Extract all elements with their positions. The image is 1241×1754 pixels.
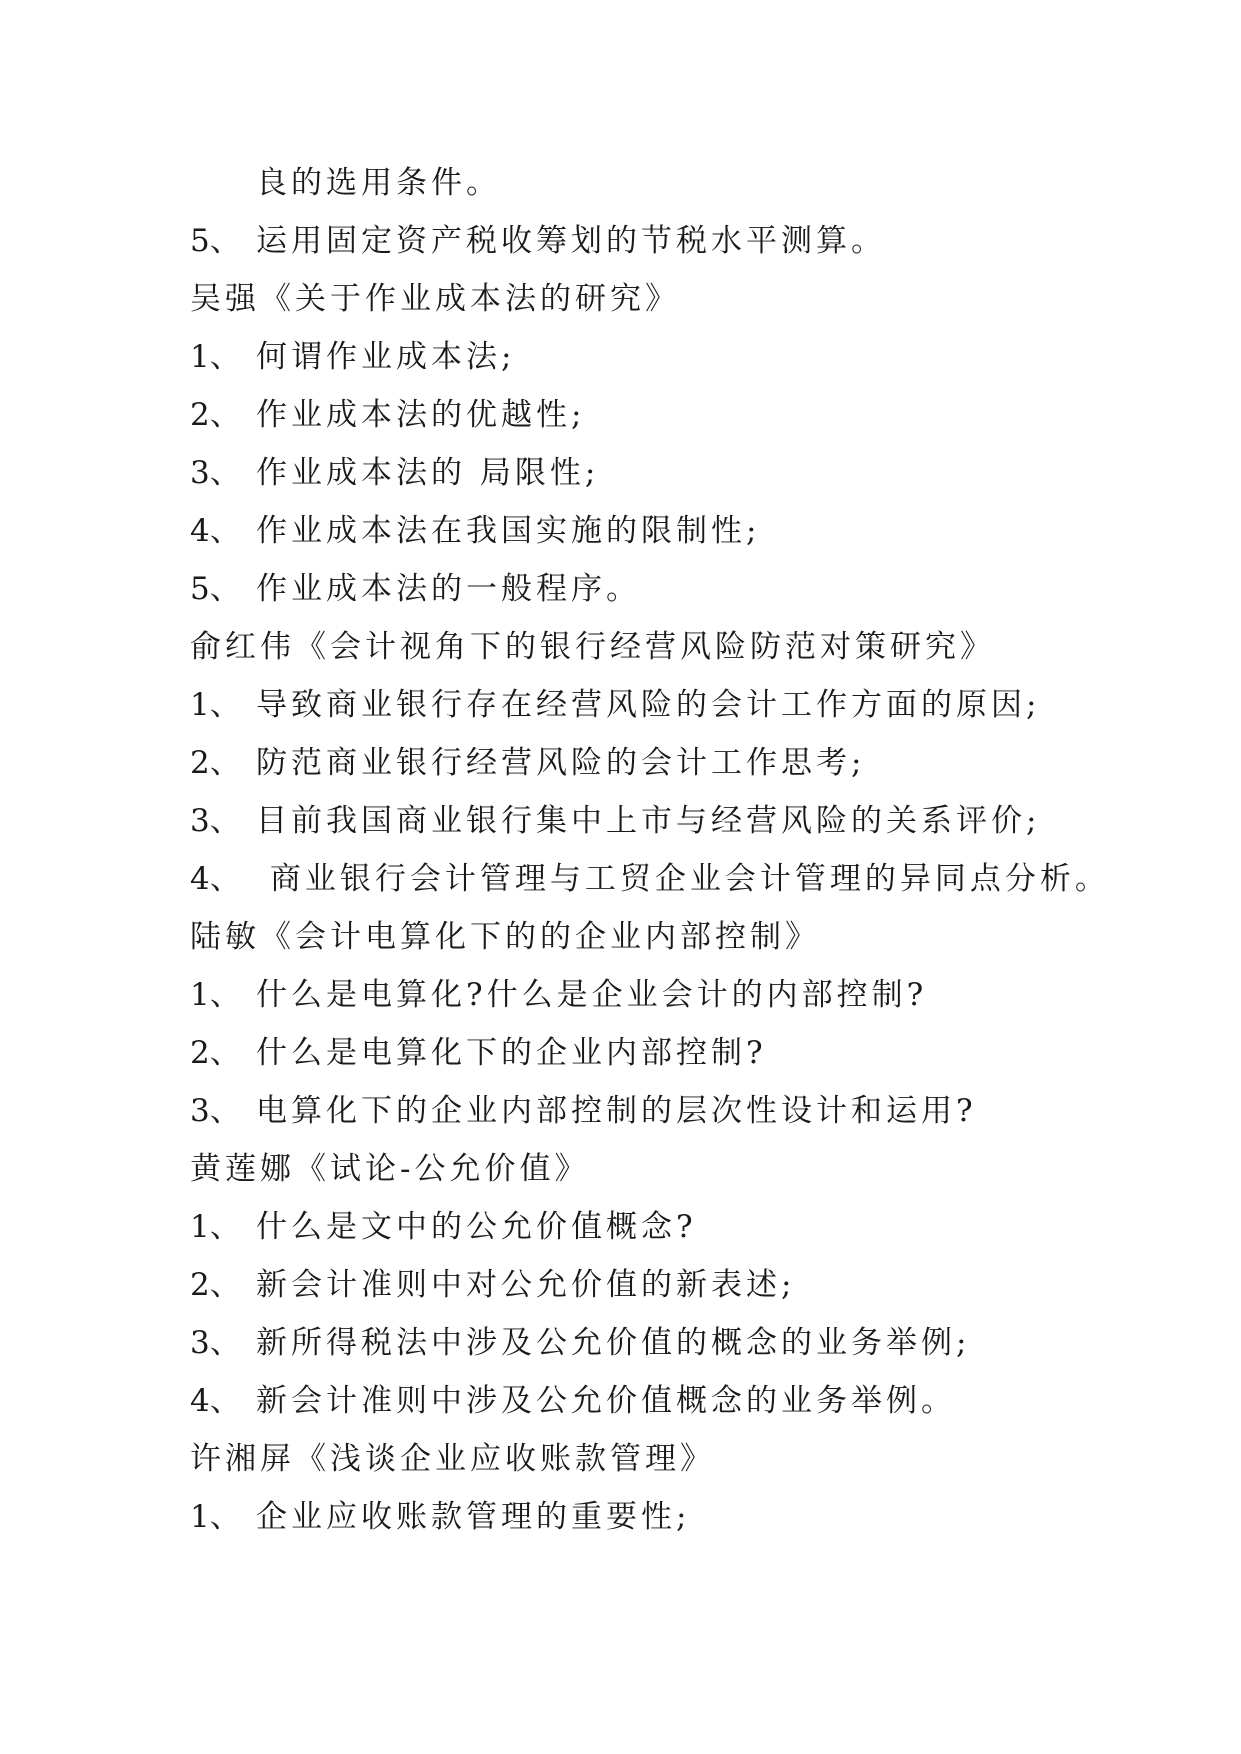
line-text: 什么是文中的公允价值概念?: [256, 1209, 697, 1245]
line-text: 作业成本法在我国实施的限制性;: [256, 513, 761, 549]
item-number: 3、: [190, 455, 241, 491]
line-text: 什么是电算化下的企业内部控制?: [256, 1035, 767, 1071]
line-text: 陆敏《会计电算化下的的企业内部控制》: [190, 919, 820, 955]
item-number: 2、: [190, 397, 241, 433]
list-item: [190, 1497, 690, 1537]
line-text: 俞红伟《会计视角下的银行经营风险防范对策研究》: [190, 629, 995, 665]
line-text: 新会计准则中涉及公允价值概念的业务举例。: [256, 1383, 956, 1419]
line-text: 目前我国商业银行集中上市与经营风险的关系评价;: [256, 803, 1041, 839]
line-text: 导致商业银行存在经营风险的会计工作方面的原因;: [256, 687, 1041, 723]
section-heading: [190, 279, 680, 319]
item-number: 5、: [190, 571, 241, 607]
item-number: 2、: [190, 745, 241, 781]
list-item: [190, 1323, 970, 1363]
list-item: [190, 801, 1040, 841]
list-item: [190, 511, 760, 551]
item-number: 1、: [190, 687, 241, 723]
list-item: [190, 337, 515, 377]
item-number: 3、: [190, 803, 241, 839]
item-number: 3、: [190, 1093, 241, 1129]
item-number: 4、: [190, 513, 241, 549]
list-item: [190, 395, 585, 435]
line-text: 吴强《关于作业成本法的研究》: [190, 281, 680, 317]
section-heading: [190, 1439, 715, 1479]
line-text: 作业成本法的优越性;: [256, 397, 586, 433]
line-text: 许湘屏《浅谈企业应收账款管理》: [190, 1441, 715, 1477]
section-heading: [190, 627, 995, 667]
line-text: 防范商业银行经营风险的会计工作思考;: [256, 745, 866, 781]
line-text: 何谓作业成本法;: [256, 339, 516, 375]
line-text: 作业成本法的 局限性;: [256, 455, 600, 491]
item-number: 1、: [190, 1499, 241, 1535]
list-item: [190, 859, 1110, 899]
list-item: [190, 975, 927, 1015]
list-item: [190, 1207, 697, 1247]
item-number: 4、: [190, 861, 241, 897]
line-text: 良的选用条件。: [256, 165, 501, 201]
item-number: 3、: [190, 1325, 241, 1361]
line-text: 新会计准则中对公允价值的新表述;: [256, 1267, 796, 1303]
line-text: 黄莲娜《试论-公允价值》: [190, 1151, 590, 1187]
item-number: 1、: [190, 339, 241, 375]
list-item: [190, 1265, 795, 1305]
item-number: 2、: [190, 1267, 241, 1303]
item-number: 2、: [190, 1035, 241, 1071]
list-item: [190, 1381, 956, 1421]
line-text: 什么是电算化?什么是企业会计的内部控制?: [256, 977, 928, 1013]
item-number: 5、: [190, 223, 241, 259]
text-line: [190, 163, 501, 203]
list-item: [190, 453, 599, 493]
item-number: 4、: [190, 1383, 241, 1419]
line-text: 企业应收账款管理的重要性;: [256, 1499, 691, 1535]
line-text: 电算化下的企业内部控制的层次性设计和运用?: [256, 1093, 977, 1129]
list-item: [190, 685, 1040, 725]
line-text: 商业银行会计管理与工贸企业会计管理的异同点分析。: [256, 861, 1110, 897]
section-heading: [190, 917, 820, 957]
section-heading: [190, 1149, 589, 1189]
list-item: [190, 1033, 767, 1073]
item-number: 1、: [190, 1209, 241, 1245]
list-item: [190, 743, 865, 783]
line-text: 作业成本法的一般程序。: [256, 571, 641, 607]
list-item: [190, 221, 886, 261]
line-text: 运用固定资产税收筹划的节税水平测算。: [256, 223, 886, 259]
list-item: [190, 1091, 977, 1131]
line-text: 新所得税法中涉及公允价值的概念的业务举例;: [256, 1325, 971, 1361]
item-number: 1、: [190, 977, 241, 1013]
list-item: [190, 569, 641, 609]
